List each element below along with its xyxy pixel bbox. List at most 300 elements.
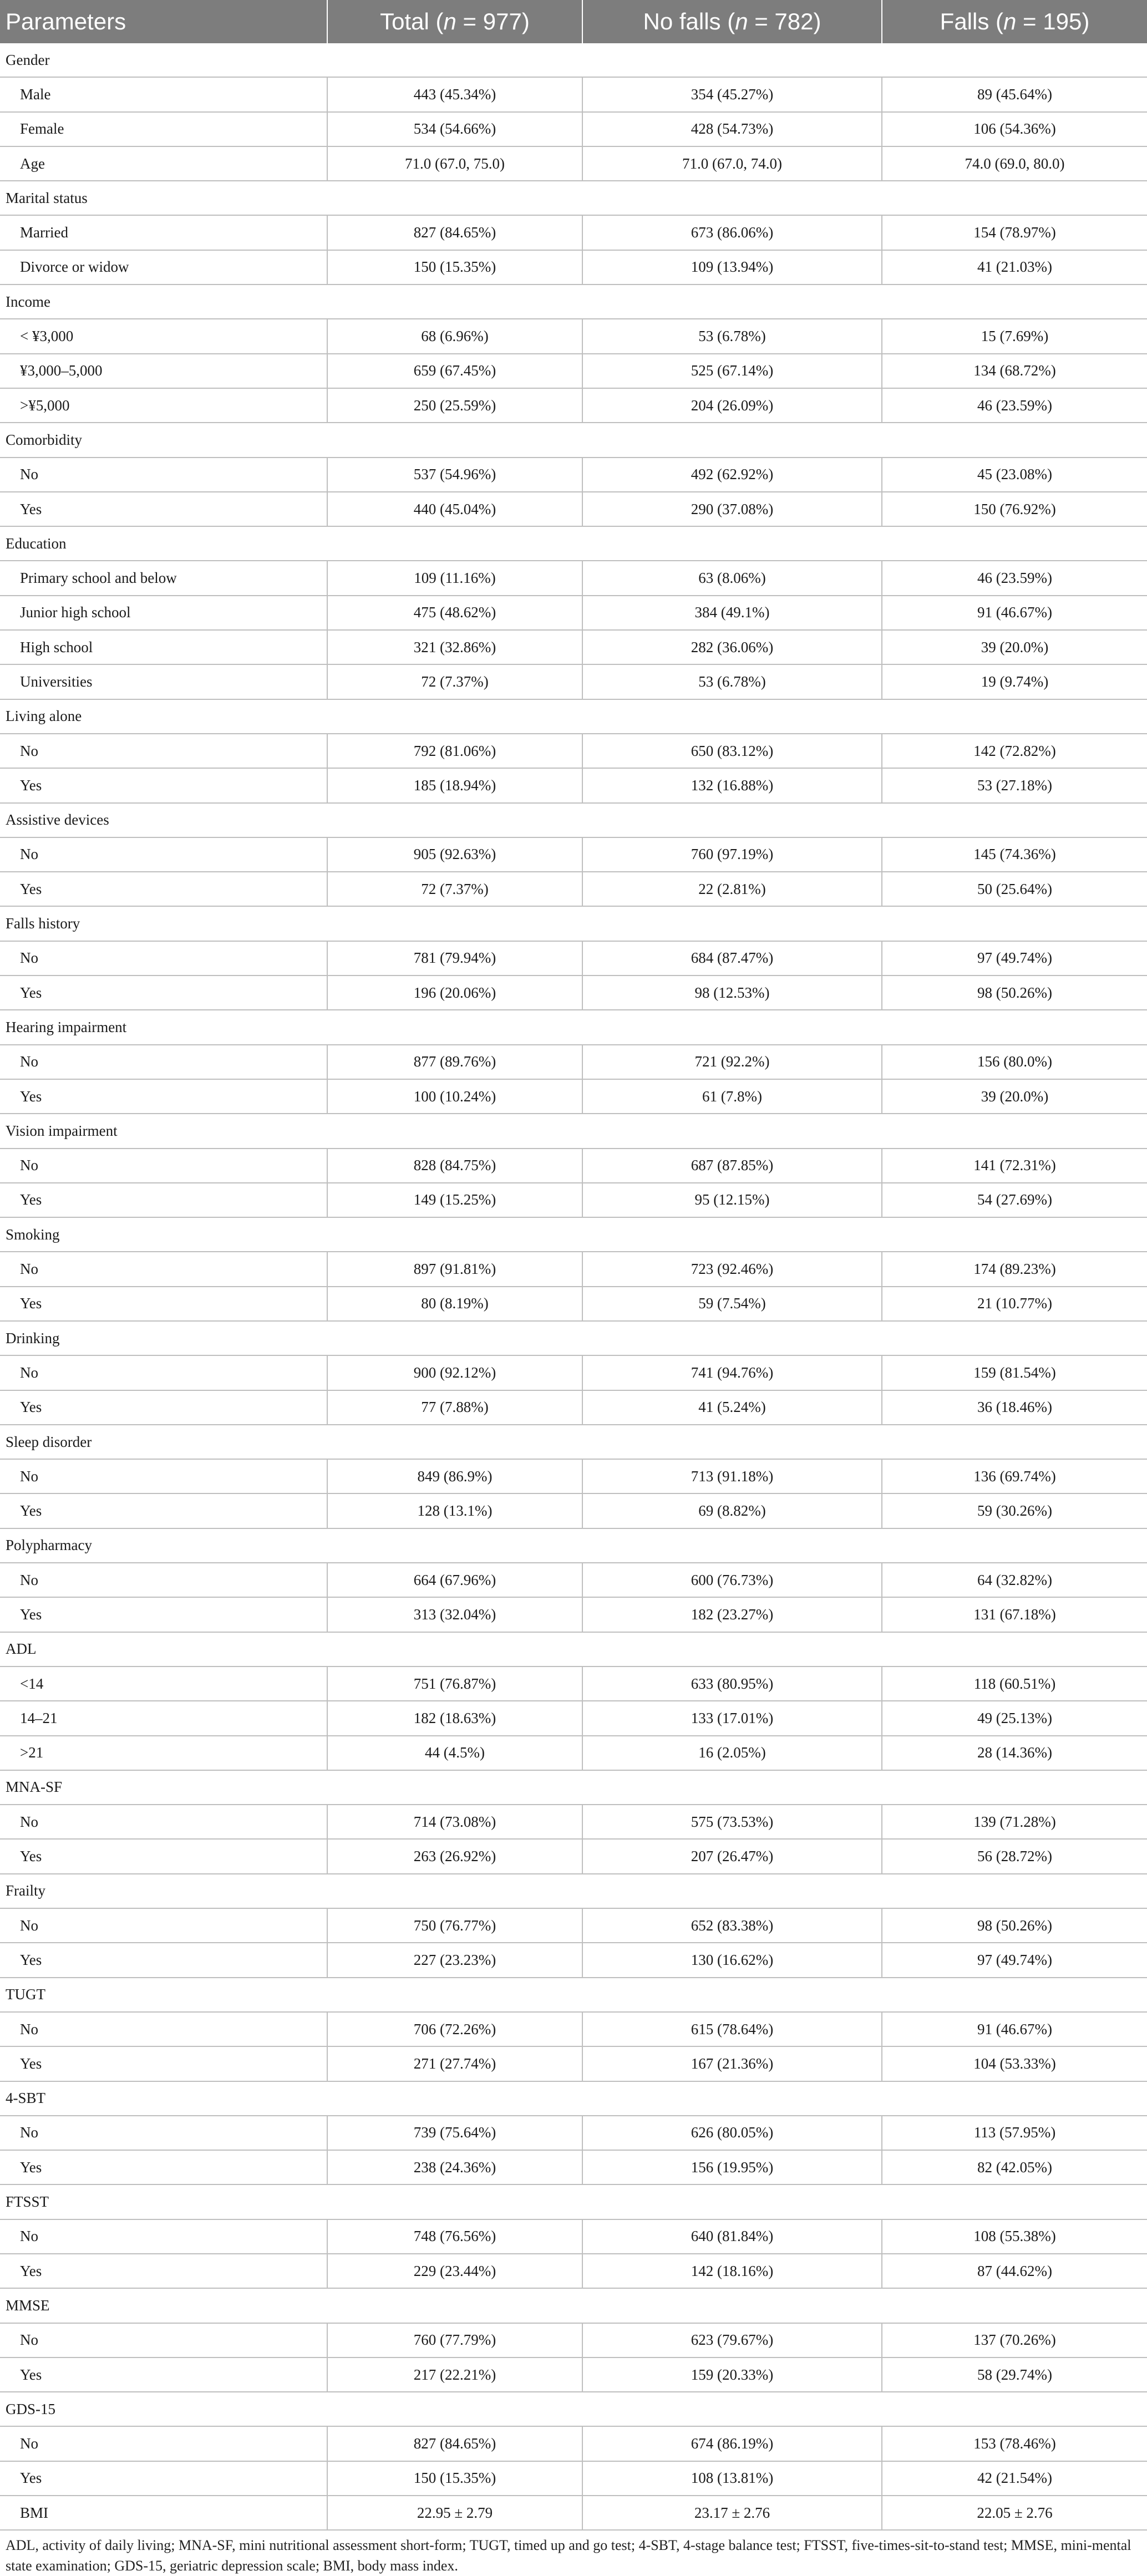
section-label: Education: [0, 526, 1147, 561]
header-parameters-label: Parameters: [6, 8, 126, 34]
cell-falls: 49 (25.13%): [882, 1701, 1147, 1735]
section-label: Marital status: [0, 181, 1147, 215]
cell-total: 706 (72.26%): [327, 2012, 582, 2046]
row-label: No: [0, 734, 327, 768]
table-row: [0, 941, 1147, 975]
row-label: Yes: [0, 1390, 327, 1425]
cell-no-falls: 61 (7.8%): [582, 1079, 882, 1114]
cell-no-falls: 109 (13.94%): [582, 250, 882, 284]
row-label: ¥3,000–5,000: [0, 354, 327, 388]
cell-no-falls: 167 (21.36%): [582, 2046, 882, 2081]
cell-no-falls: 132 (16.88%): [582, 768, 882, 802]
row-label: Yes: [0, 2461, 327, 2496]
cell-falls: 82 (42.05%): [882, 2150, 1147, 2184]
table-row: [0, 1493, 1147, 1528]
cell-no-falls: 600 (76.73%): [582, 1563, 882, 1597]
table-row: [0, 2496, 1147, 2530]
cell-total: 263 (26.92%): [327, 1839, 582, 1873]
cell-falls: 41 (21.03%): [882, 250, 1147, 284]
row-label: Yes: [0, 2357, 327, 2392]
row-label: Divorce or widow: [0, 250, 327, 284]
row-label: Age: [0, 146, 327, 181]
cell-falls: 154 (78.97%): [882, 215, 1147, 250]
cell-no-falls: 633 (80.95%): [582, 1666, 882, 1701]
cell-falls: 174 (89.23%): [882, 1252, 1147, 1286]
cell-total: 760 (77.79%): [327, 2323, 582, 2357]
cell-falls: 113 (57.95%): [882, 2116, 1147, 2150]
table-row: [0, 1666, 1147, 1701]
cell-no-falls: 63 (8.06%): [582, 561, 882, 595]
cell-no-falls: 384 (49.1%): [582, 596, 882, 630]
header-no-falls-label: No falls (: [643, 8, 735, 34]
cell-no-falls: 623 (79.67%): [582, 2323, 882, 2357]
cell-no-falls: 674 (86.19%): [582, 2426, 882, 2461]
row-label: < ¥3,000: [0, 319, 327, 353]
section-row: [0, 423, 1147, 457]
table-row: [0, 1287, 1147, 1321]
cell-falls: 59 (30.26%): [882, 1493, 1147, 1528]
section-row: [0, 1425, 1147, 1459]
cell-falls: 134 (68.72%): [882, 354, 1147, 388]
cell-no-falls: 204 (26.09%): [582, 388, 882, 423]
cell-no-falls: 650 (83.12%): [582, 734, 882, 768]
cell-no-falls: 142 (18.16%): [582, 2254, 882, 2288]
cell-falls: 91 (46.67%): [882, 2012, 1147, 2046]
cell-total: 897 (91.81%): [327, 1252, 582, 1286]
section-label: Gender: [0, 43, 1147, 77]
table-row: [0, 1390, 1147, 1425]
cell-total: 109 (11.16%): [327, 561, 582, 595]
row-label: No: [0, 2012, 327, 2046]
table-row: [0, 561, 1147, 595]
cell-no-falls: 59 (7.54%): [582, 1287, 882, 1321]
cell-no-falls: 53 (6.78%): [582, 664, 882, 699]
cell-falls: 131 (67.18%): [882, 1597, 1147, 1632]
cell-falls: 64 (32.82%): [882, 1563, 1147, 1597]
section-row: [0, 906, 1147, 941]
cell-no-falls: 95 (12.15%): [582, 1183, 882, 1217]
cell-total: 443 (45.34%): [327, 77, 582, 111]
table-row: [0, 975, 1147, 1010]
section-label: 4-SBT: [0, 2081, 1147, 2116]
row-label: No: [0, 1908, 327, 1943]
row-label: Married: [0, 215, 327, 250]
table-row: [0, 492, 1147, 526]
cell-falls: 118 (60.51%): [882, 1666, 1147, 1701]
section-label: Frailty: [0, 1874, 1147, 1908]
section-label: GDS-15: [0, 2392, 1147, 2426]
cell-falls: 91 (46.67%): [882, 596, 1147, 630]
cell-total: 313 (32.04%): [327, 1597, 582, 1632]
cell-total: 475 (48.62%): [327, 596, 582, 630]
cell-falls: 58 (29.74%): [882, 2357, 1147, 2392]
cell-no-falls: 640 (81.84%): [582, 2219, 882, 2254]
section-row: [0, 1632, 1147, 1666]
cell-total: 827 (84.65%): [327, 215, 582, 250]
cell-no-falls: 687 (87.85%): [582, 1149, 882, 1183]
table-row: [0, 1839, 1147, 1873]
cell-no-falls: 615 (78.64%): [582, 2012, 882, 2046]
table-row: [0, 2426, 1147, 2461]
cell-no-falls: 684 (87.47%): [582, 941, 882, 975]
table-row: [0, 837, 1147, 872]
cell-total: 748 (76.56%): [327, 2219, 582, 2254]
section-row: [0, 1874, 1147, 1908]
cell-falls: 36 (18.46%): [882, 1390, 1147, 1425]
row-label: 14–21: [0, 1701, 327, 1735]
table-row: [0, 2012, 1147, 2046]
cell-falls: 153 (78.46%): [882, 2426, 1147, 2461]
section-label: Sleep disorder: [0, 1425, 1147, 1459]
row-label: Yes: [0, 1597, 327, 1632]
table-row: [0, 1149, 1147, 1183]
cell-falls: 22.05 ± 2.76: [882, 2496, 1147, 2530]
table-row: [0, 1908, 1147, 1943]
section-row: [0, 284, 1147, 319]
cell-total: 22.95 ± 2.79: [327, 2496, 582, 2530]
header-no-falls-count: = 782): [748, 8, 821, 34]
table-row: [0, 664, 1147, 699]
table-row: [0, 596, 1147, 630]
table-row: [0, 734, 1147, 768]
row-label: No: [0, 837, 327, 872]
section-label: Assistive devices: [0, 803, 1147, 837]
row-label: No: [0, 1149, 327, 1183]
section-row: [0, 1528, 1147, 1563]
section-row: [0, 181, 1147, 215]
cell-no-falls: 69 (8.82%): [582, 1493, 882, 1528]
header-no-falls: [582, 0, 882, 43]
cell-total: 321 (32.86%): [327, 630, 582, 664]
cell-no-falls: 41 (5.24%): [582, 1390, 882, 1425]
cell-falls: 50 (25.64%): [882, 872, 1147, 906]
header-falls-n: n: [1003, 8, 1017, 34]
section-label: Living alone: [0, 699, 1147, 734]
row-label: Yes: [0, 872, 327, 906]
cell-total: 781 (79.94%): [327, 941, 582, 975]
table-row: [0, 146, 1147, 181]
cell-total: 196 (20.06%): [327, 975, 582, 1010]
row-label: No: [0, 1045, 327, 1079]
cell-total: 71.0 (67.0, 75.0): [327, 146, 582, 181]
section-row: [0, 803, 1147, 837]
table-body: [0, 43, 1147, 2530]
cell-no-falls: 723 (92.46%): [582, 1252, 882, 1286]
section-label: MNA-SF: [0, 1770, 1147, 1805]
row-label: Yes: [0, 2150, 327, 2184]
cell-no-falls: 16 (2.05%): [582, 1736, 882, 1770]
header-total: [327, 0, 582, 43]
section-row: [0, 1321, 1147, 1355]
section-label: MMSE: [0, 2288, 1147, 2323]
cell-no-falls: 53 (6.78%): [582, 319, 882, 353]
section-row: [0, 2081, 1147, 2116]
cell-no-falls: 156 (19.95%): [582, 2150, 882, 2184]
cell-no-falls: 98 (12.53%): [582, 975, 882, 1010]
cell-no-falls: 354 (45.27%): [582, 77, 882, 111]
section-row: [0, 2184, 1147, 2219]
cell-total: 77 (7.88%): [327, 1390, 582, 1425]
table-row: [0, 1563, 1147, 1597]
cell-no-falls: 575 (73.53%): [582, 1805, 882, 1839]
section-row: [0, 1978, 1147, 2012]
cell-no-falls: 133 (17.01%): [582, 1701, 882, 1735]
row-label: Primary school and below: [0, 561, 327, 595]
header-total-count: = 977): [456, 8, 530, 34]
table-row: [0, 215, 1147, 250]
table-header: [0, 0, 1147, 43]
cell-falls: 87 (44.62%): [882, 2254, 1147, 2288]
row-label: No: [0, 1459, 327, 1493]
table-row: [0, 2046, 1147, 2081]
row-label: Yes: [0, 2046, 327, 2081]
row-label: No: [0, 941, 327, 975]
section-row: [0, 699, 1147, 734]
cell-total: 185 (18.94%): [327, 768, 582, 802]
section-row: [0, 43, 1147, 77]
cell-falls: 98 (50.26%): [882, 1908, 1147, 1943]
cell-total: 827 (84.65%): [327, 2426, 582, 2461]
cell-no-falls: 23.17 ± 2.76: [582, 2496, 882, 2530]
cell-falls: 19 (9.74%): [882, 664, 1147, 699]
cell-no-falls: 760 (97.19%): [582, 837, 882, 872]
row-label: High school: [0, 630, 327, 664]
cell-total: 440 (45.04%): [327, 492, 582, 526]
table-row: [0, 1355, 1147, 1390]
cell-total: 229 (23.44%): [327, 2254, 582, 2288]
cell-falls: 98 (50.26%): [882, 975, 1147, 1010]
row-label: Male: [0, 77, 327, 111]
header-total-label: Total (: [380, 8, 444, 34]
row-label: Female: [0, 112, 327, 146]
cell-total: 900 (92.12%): [327, 1355, 582, 1390]
cell-total: 72 (7.37%): [327, 872, 582, 906]
table-row: [0, 458, 1147, 492]
row-label: No: [0, 458, 327, 492]
cell-no-falls: 741 (94.76%): [582, 1355, 882, 1390]
cell-total: 537 (54.96%): [327, 458, 582, 492]
cell-total: 750 (76.77%): [327, 1908, 582, 1943]
cell-falls: 21 (10.77%): [882, 1287, 1147, 1321]
cell-no-falls: 652 (83.38%): [582, 1908, 882, 1943]
header-row: [0, 0, 1147, 43]
section-label: Polypharmacy: [0, 1528, 1147, 1563]
row-label: Universities: [0, 664, 327, 699]
section-label: Hearing impairment: [0, 1010, 1147, 1044]
row-label: Yes: [0, 1183, 327, 1217]
cell-no-falls: 22 (2.81%): [582, 872, 882, 906]
cell-falls: 15 (7.69%): [882, 319, 1147, 353]
section-label: Income: [0, 284, 1147, 319]
cell-no-falls: 673 (86.06%): [582, 215, 882, 250]
cell-total: 534 (54.66%): [327, 112, 582, 146]
row-label: Yes: [0, 1493, 327, 1528]
cell-no-falls: 207 (26.47%): [582, 1839, 882, 1873]
cell-total: 68 (6.96%): [327, 319, 582, 353]
cell-no-falls: 130 (16.62%): [582, 1943, 882, 1977]
table-row: [0, 388, 1147, 423]
cell-total: 72 (7.37%): [327, 664, 582, 699]
header-total-n: n: [443, 8, 456, 34]
section-row: [0, 1010, 1147, 1044]
section-label: Smoking: [0, 1217, 1147, 1252]
table-row: [0, 1597, 1147, 1632]
row-label: <14: [0, 1666, 327, 1701]
row-label: Yes: [0, 975, 327, 1010]
cell-falls: 97 (49.74%): [882, 941, 1147, 975]
row-label: No: [0, 2116, 327, 2150]
table-row: [0, 2150, 1147, 2184]
row-label: No: [0, 1252, 327, 1286]
cell-no-falls: 428 (54.73%): [582, 112, 882, 146]
cell-falls: 145 (74.36%): [882, 837, 1147, 872]
row-label: Yes: [0, 492, 327, 526]
table-row: [0, 1459, 1147, 1493]
cell-falls: 104 (53.33%): [882, 2046, 1147, 2081]
cell-total: 250 (25.59%): [327, 388, 582, 423]
cell-falls: 139 (71.28%): [882, 1805, 1147, 1839]
cell-total: 80 (8.19%): [327, 1287, 582, 1321]
row-label: No: [0, 2323, 327, 2357]
cell-falls: 156 (80.0%): [882, 1045, 1147, 1079]
cell-total: 227 (23.23%): [327, 1943, 582, 1977]
cell-no-falls: 108 (13.81%): [582, 2461, 882, 2496]
cell-falls: 142 (72.82%): [882, 734, 1147, 768]
cell-total: 149 (15.25%): [327, 1183, 582, 1217]
section-row: [0, 1217, 1147, 1252]
row-label: Yes: [0, 1839, 327, 1873]
cell-total: 182 (18.63%): [327, 1701, 582, 1735]
section-row: [0, 2288, 1147, 2323]
table-row: [0, 2357, 1147, 2392]
table-footnote: ADL, activity of daily living; MNA-SF, mini nutritional assessment short-form; TUGT, timed up and go test; 4-SBT, 4-stage balance test; FTSST, five-times-sit-to-stand test; MMSE, mini-mental state examination; GDS-15, geriatric depression scale; BMI, body mass index.: [6, 2537, 1131, 2574]
cell-total: 659 (67.45%): [327, 354, 582, 388]
section-label: FTSST: [0, 2184, 1147, 2219]
cell-falls: 150 (76.92%): [882, 492, 1147, 526]
section-row: [0, 1114, 1147, 1148]
row-label: No: [0, 1805, 327, 1839]
cell-falls: 108 (55.38%): [882, 2219, 1147, 2254]
table-row: [0, 2219, 1147, 2254]
cell-total: 150 (15.35%): [327, 2461, 582, 2496]
cell-falls: 56 (28.72%): [882, 1839, 1147, 1873]
section-row: [0, 526, 1147, 561]
header-falls-label: Falls (: [940, 8, 1004, 34]
cell-falls: 39 (20.0%): [882, 630, 1147, 664]
row-label: Yes: [0, 768, 327, 802]
cell-total: 150 (15.35%): [327, 250, 582, 284]
table-row: [0, 872, 1147, 906]
header-parameters: [0, 0, 327, 43]
cell-falls: 46 (23.59%): [882, 561, 1147, 595]
cell-total: 217 (22.21%): [327, 2357, 582, 2392]
cell-falls: 46 (23.59%): [882, 388, 1147, 423]
cell-no-falls: 159 (20.33%): [582, 2357, 882, 2392]
table-row: [0, 1736, 1147, 1770]
table-row: [0, 1045, 1147, 1079]
cell-total: 238 (24.36%): [327, 2150, 582, 2184]
cell-total: 714 (73.08%): [327, 1805, 582, 1839]
table-row: [0, 2254, 1147, 2288]
cell-falls: 45 (23.08%): [882, 458, 1147, 492]
row-label: >21: [0, 1736, 327, 1770]
table-row: [0, 354, 1147, 388]
table-row: [0, 1183, 1147, 1217]
table-row: [0, 2116, 1147, 2150]
cell-no-falls: 525 (67.14%): [582, 354, 882, 388]
row-label: Yes: [0, 2254, 327, 2288]
table-row: [0, 630, 1147, 664]
cell-no-falls: 713 (91.18%): [582, 1459, 882, 1493]
cell-total: 905 (92.63%): [327, 837, 582, 872]
cell-total: 792 (81.06%): [327, 734, 582, 768]
cell-no-falls: 71.0 (67.0, 74.0): [582, 146, 882, 181]
cell-falls: 74.0 (69.0, 80.0): [882, 146, 1147, 181]
cell-total: 751 (76.87%): [327, 1666, 582, 1701]
cell-total: 100 (10.24%): [327, 1079, 582, 1114]
table-row: [0, 112, 1147, 146]
header-no-falls-n: n: [735, 8, 748, 34]
cell-falls: 28 (14.36%): [882, 1736, 1147, 1770]
section-label: Vision impairment: [0, 1114, 1147, 1148]
cell-total: 849 (86.9%): [327, 1459, 582, 1493]
table-row: [0, 1079, 1147, 1114]
cell-falls: 53 (27.18%): [882, 768, 1147, 802]
cell-total: 271 (27.74%): [327, 2046, 582, 2081]
row-label: >¥5,000: [0, 388, 327, 423]
row-label: BMI: [0, 2496, 327, 2530]
table-row: [0, 319, 1147, 353]
cell-falls: 159 (81.54%): [882, 1355, 1147, 1390]
row-label: Yes: [0, 1079, 327, 1114]
cell-falls: 42 (21.54%): [882, 2461, 1147, 2496]
section-row: [0, 2392, 1147, 2426]
cell-falls: 97 (49.74%): [882, 1943, 1147, 1977]
section-label: Falls history: [0, 906, 1147, 941]
cell-falls: 136 (69.74%): [882, 1459, 1147, 1493]
table-row: [0, 2461, 1147, 2496]
cell-no-falls: 626 (80.05%): [582, 2116, 882, 2150]
section-label: ADL: [0, 1632, 1147, 1666]
cell-falls: 141 (72.31%): [882, 1149, 1147, 1183]
cell-total: 877 (89.76%): [327, 1045, 582, 1079]
table-row: [0, 1943, 1147, 1977]
section-label: Drinking: [0, 1321, 1147, 1355]
row-label: No: [0, 2219, 327, 2254]
row-label: Yes: [0, 1943, 327, 1977]
row-label: Yes: [0, 1287, 327, 1321]
cell-no-falls: 182 (23.27%): [582, 1597, 882, 1632]
cell-falls: 106 (54.36%): [882, 112, 1147, 146]
cell-falls: 137 (70.26%): [882, 2323, 1147, 2357]
row-label: No: [0, 2426, 327, 2461]
cell-falls: 89 (45.64%): [882, 77, 1147, 111]
table-row: [0, 1805, 1147, 1839]
table-row: [0, 1701, 1147, 1735]
row-label: No: [0, 1563, 327, 1597]
table-row: [0, 2323, 1147, 2357]
row-label: Junior high school: [0, 596, 327, 630]
cell-falls: 54 (27.69%): [882, 1183, 1147, 1217]
section-label: Comorbidity: [0, 423, 1147, 457]
cell-falls: 39 (20.0%): [882, 1079, 1147, 1114]
cell-total: 128 (13.1%): [327, 1493, 582, 1528]
table-row: [0, 768, 1147, 802]
cell-total: 44 (4.5%): [327, 1736, 582, 1770]
cell-total: 828 (84.75%): [327, 1149, 582, 1183]
header-falls: [882, 0, 1147, 43]
row-label: No: [0, 1355, 327, 1390]
